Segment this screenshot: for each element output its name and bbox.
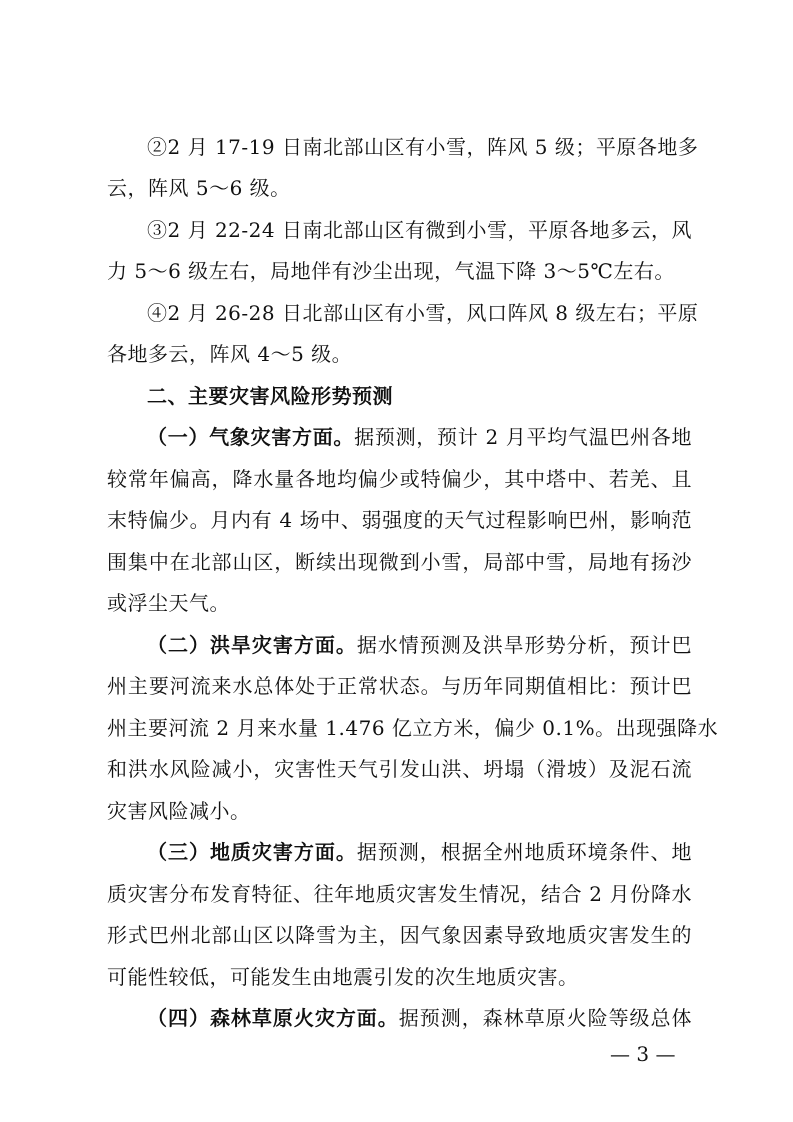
- paragraph-4-line-2: 各地多云，阵风 4～5 级。: [107, 342, 353, 366]
- paragraph-3-line-1: ③2 月 22-24 日南北部山区有微到小雪，平原各地多云，风: [147, 218, 692, 242]
- subsection-3-line-4: 可能性较低，可能发生由地震引发的次生地质灾害。: [107, 965, 579, 989]
- subsection-2-title: （二）洪旱灾害方面。: [147, 633, 357, 657]
- subsection-4-text: 据预测，森林草原火险等级总体: [398, 1006, 693, 1030]
- subsection-3-title: （三）地质灾害方面。: [147, 840, 357, 864]
- section-heading: 二、主要灾害风险形势预测: [147, 384, 393, 408]
- subsection-1-text: 据预测，预计 2 月平均气温巴州各地: [354, 425, 692, 449]
- subsection-2-line-3: 州主要河流 2 月来水量 1.476 亿立方米，偏少 0.1%。出现强降水: [107, 716, 719, 740]
- subsection-4-title: （四）森林草原火灾方面。: [147, 1006, 399, 1030]
- subsection-2-line-2: 州主要河流来水总体处于正常状态。与历年同期值相比：预计巴: [107, 674, 692, 698]
- subsection-4-line-1: [147, 1002, 692, 1034]
- subsection-1-title: （一）气象灾害方面。: [147, 425, 355, 449]
- subsection-3-text: 据预测，根据全州地质环境条件、地: [356, 840, 693, 864]
- subsection-1-line-4: 围集中在北部山区，断续出现微到小雪，局部中雪，局地有扬沙: [107, 550, 692, 574]
- paragraph-2-line-1: ②2 月 17-19 日南北部山区有小雪，阵风 5 级；平原各地多: [147, 135, 699, 159]
- subsection-2-line-1: [147, 629, 692, 661]
- page-number: — 3 —: [610, 1042, 676, 1066]
- paragraph-4-line-1: ④2 月 26-28 日北部山区有小雪，风口阵风 8 级左右；平原: [147, 301, 699, 325]
- subsection-1-line-3: 末特偏少。月内有 4 场中、弱强度的天气过程影响巴州，影响范: [107, 508, 692, 532]
- subsection-3-line-1: [147, 836, 692, 868]
- subsection-2-line-4: 和洪水风险减小，灾害性天气引发山洪、坍塌（滑坡）及泥石流: [107, 757, 692, 781]
- subsection-3-line-3: 形式巴州北部山区以降雪为主，因气象因素导致地质灾害发生的: [107, 923, 692, 947]
- subsection-1-line-1: [147, 421, 692, 453]
- subsection-2-line-5: 灾害风险减小。: [107, 799, 251, 823]
- paragraph-3-line-2: 力 5～6 级左右，局地伴有沙尘出现，气温下降 3～5℃左右。: [107, 259, 675, 283]
- subsection-2-text: 据水情预测及洪旱形势分析，预计巴: [356, 633, 693, 657]
- subsection-3-line-2: 质灾害分布发育特征、往年地质灾害发生情况，结合 2 月份降水: [107, 882, 692, 906]
- paragraph-2-line-2: 云，阵风 5～6 级。: [107, 176, 291, 200]
- subsection-1-line-2: 较常年偏高，降水量各地均偏少或特偏少，其中塔中、若羌、且: [107, 467, 692, 491]
- subsection-1-line-5: 或浮尘天气。: [107, 591, 230, 615]
